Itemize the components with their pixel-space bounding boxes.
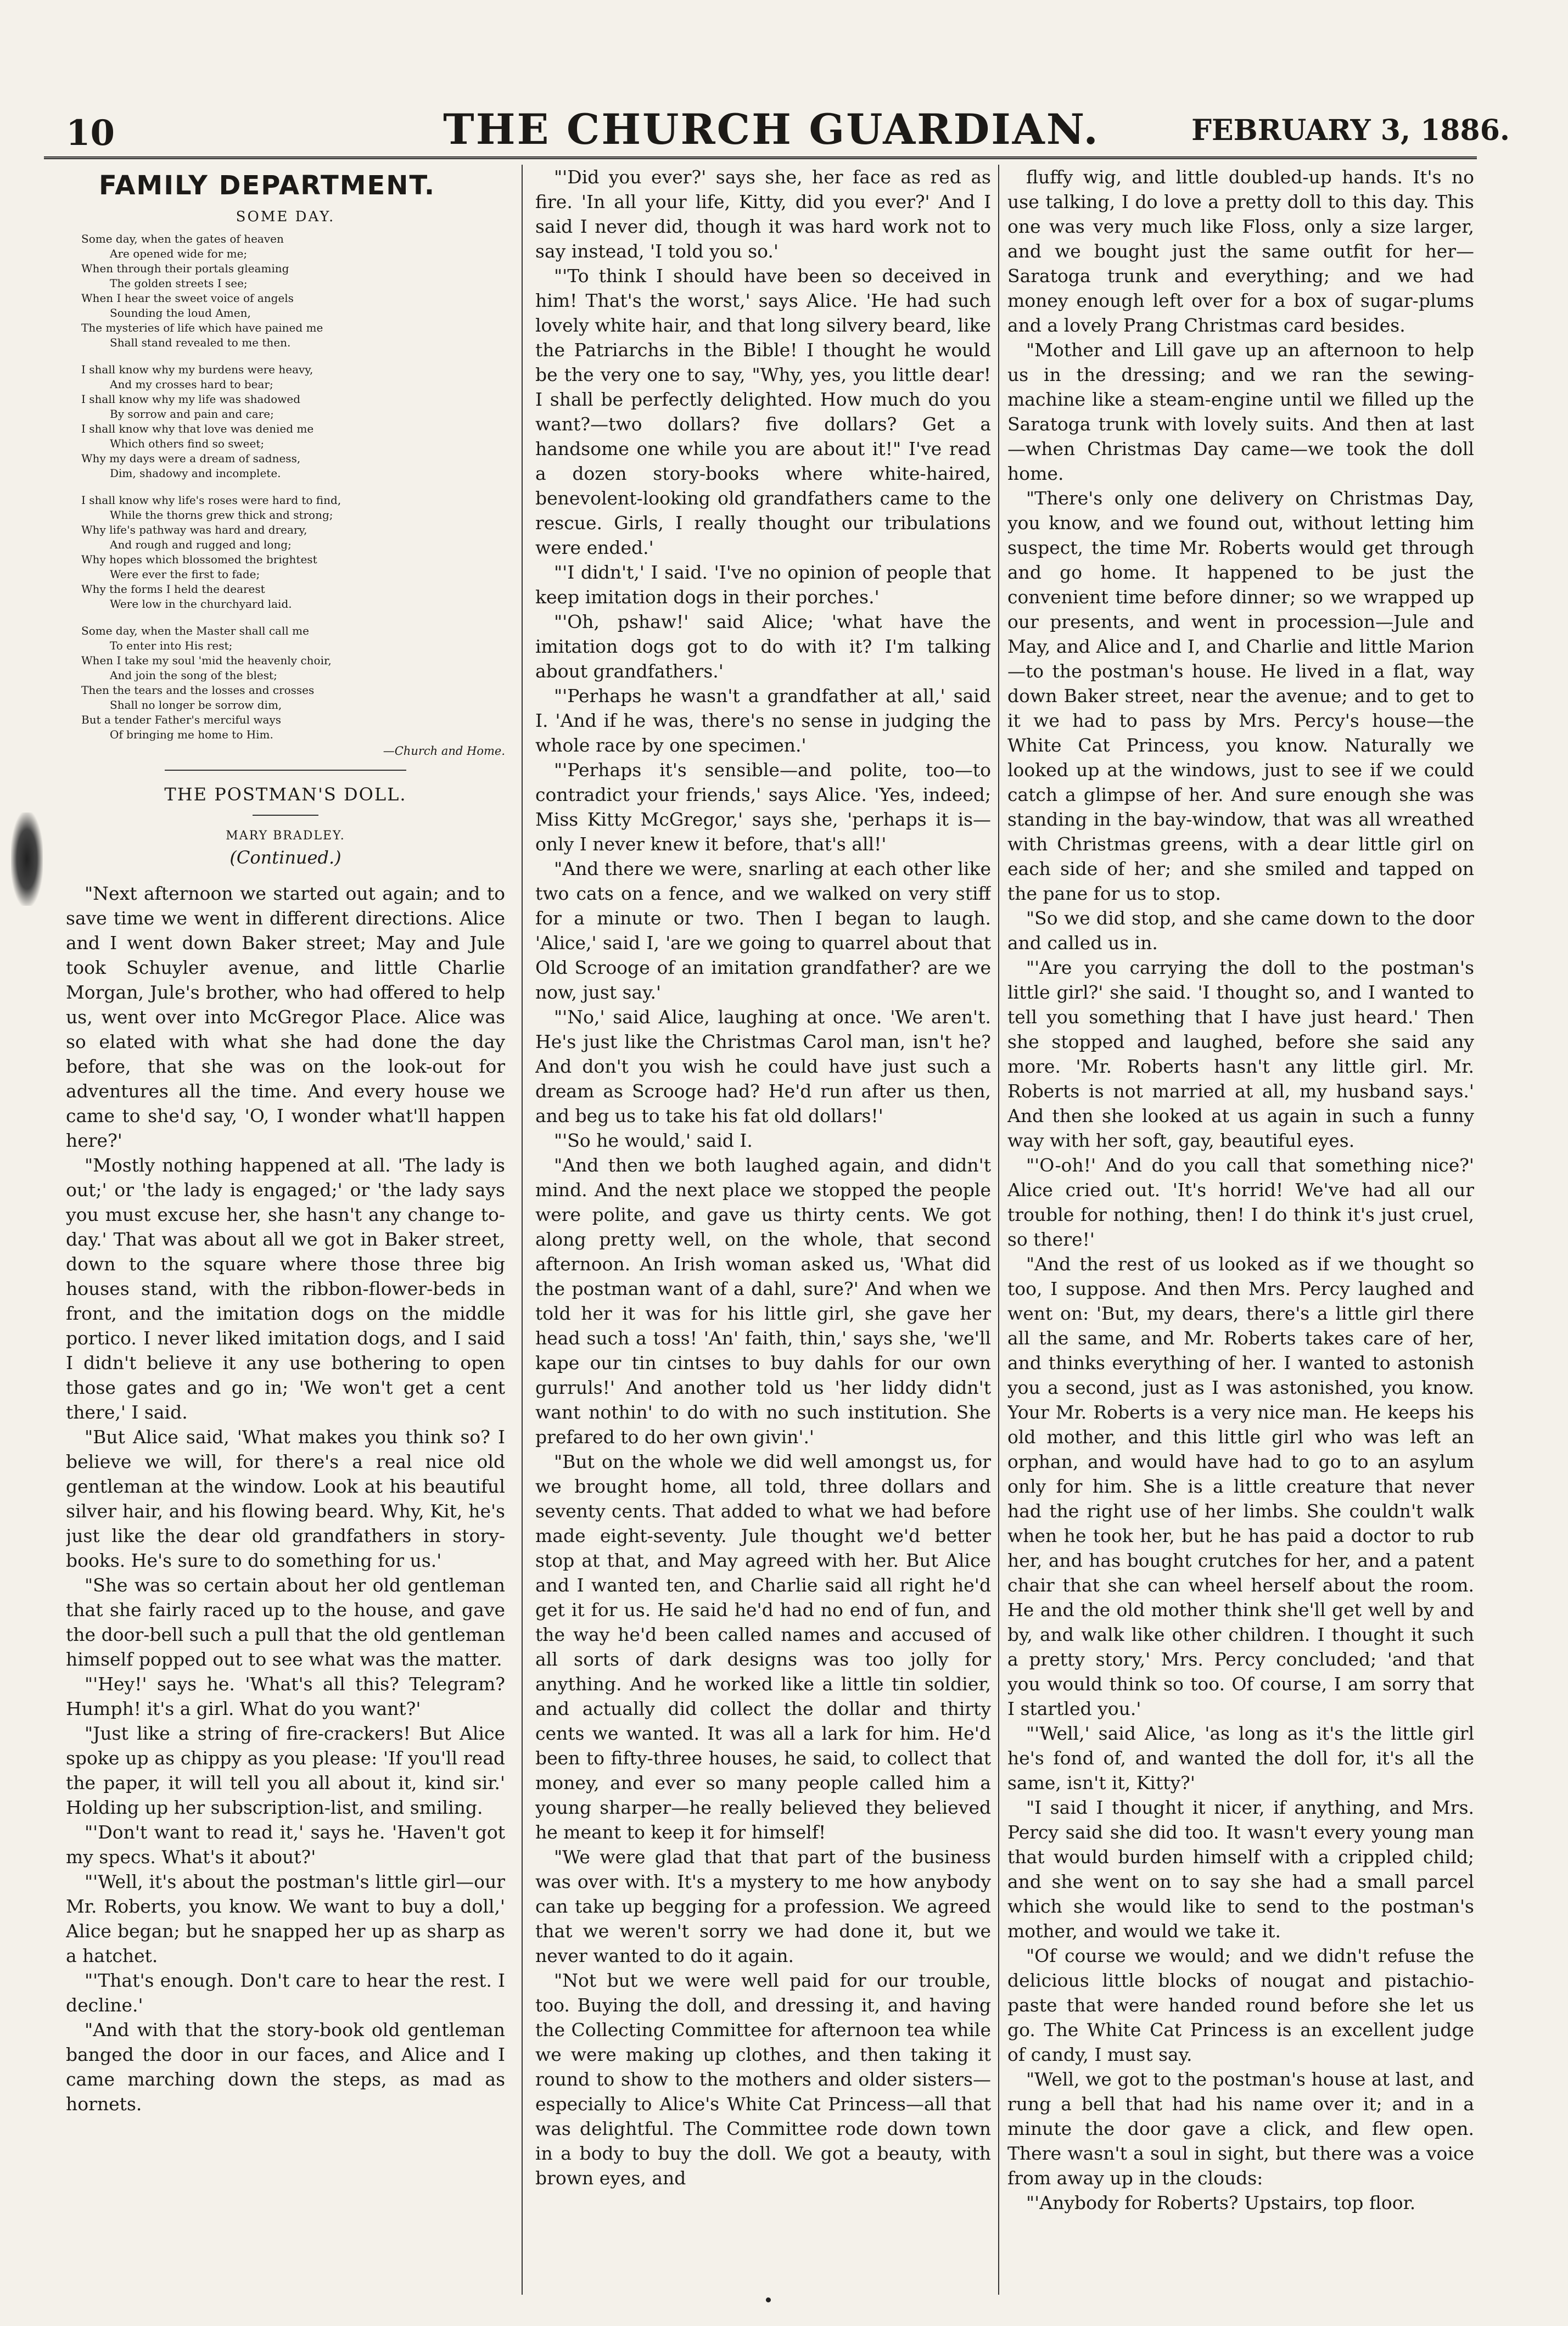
story-author: MARY BRADLEY. [226,829,345,843]
section-separator [165,770,406,771]
paragraph: "So we did stop, and she came down to the door and called us in. [1007,907,1474,954]
paragraph: "'I didn't,' I said. 'I've no opinion of people that keep imitation dogs in their porches.' [535,562,991,608]
poem-line: Why life's pathway was hard and dreary, [81,523,307,536]
paragraph: "I said I thought it nicer, if anything, and Mrs. Percy said she did too. It wasn't every young man that would burden himself with a crippled child; and she went on to say she had a small parcel which she would like to send to the postman's mother, and would we take it. [1007,1797,1474,1942]
paragraph: "Of course we would; and we didn't refuse the delicious little blocks of nougat and pistachio-paste that were handed round before she let us go. The White Cat Princess is an excellent judge of candy, I must say. [1007,1945,1474,2065]
paragraph: "There's only one delivery on Christmas Day, you know, and we found out, without letting him suspect, the time Mr. Roberts would get through and go home. It happened to be just the convenient time before dinner; so we wrapped up our presents, and went in procession—Jule and May, and Alice and I, and Charlie and little Marion—to the postman's house. He lived in a flat, way down Baker street, near the avenue; and to get to it we had to pass by Mrs. Percy's house—the White Cat Princess, you know. Naturally we looked up at the windows, just to see if we could catch a glimpse of her. And sure enough she was standing in the bay-window, that was all wreathed with Christmas greens, with a dear little girl on each side of her; and she smiled and tapped on the pane for us to stop. [1007,487,1474,904]
poem-line: I shall know why my life was shadowed [81,393,300,406]
story-title: THE POSTMAN'S DOLL. [164,784,407,805]
ink-smudge [11,812,43,906]
paragraph: "Next afternoon we started out again; and to save time we went in different directions. Alice and I went down Baker street; May and Jule took Schuyler avenue, and little Charlie Morgan, Jule's brother, who had offered to help us, went over into McGregor Place. Alice was so elated with what she had done the day before, that she was on the look-out for adventures all the time. And every house we came to she'd say, 'O, I wonder what'll happen here?' [66,883,505,1151]
story-text [66,881,505,2116]
poem-line: And join the song of the blest; [110,669,277,682]
poem-line: Dim, shadowy and incomplete. [110,467,281,480]
section-heading: FAMILY DEPARTMENT. [99,170,436,201]
column-1 [66,165,505,2306]
poem-line: Of bringing me home to Him. [110,728,273,741]
paragraph: "'Hey!' says he. 'What's all this? Telegram? Humph! it's a girl. What do you want?' [66,1673,505,1719]
poem-line: Were ever the first to fade; [110,568,260,581]
story-text [535,165,991,2190]
poem-line: Were low in the churchyard laid. [110,597,292,610]
poem-line: To enter into His rest; [110,639,233,652]
paragraph: "'To think I should have been so deceived in him! That's the worst,' says Alice. 'He had such lovely white hair, and that long silvery beard, like the Patriarchs in the Bible! I thought he would be the very one to say, "Why, yes, you little dear! I shall be perfectly delighted. How much do you want?—two dollars? five dollars? Get a handsome one while you are about it!" I've read a dozen story-books where white-haired, benevolent-looking old grandfathers came to the rescue. Girls, I really thought our tribulations were ended.' [535,265,991,558]
story-text [1007,165,1474,2215]
paragraph: "We were glad that that part of the business was over with. It's a mystery to me how anybody can take up begging for a profession. We agreed that we weren't sorry we had done it, but we never wanted to do it again. [535,1846,991,1966]
poem-line: Shall no longer be sorrow dim, [110,698,282,711]
poem-credit: —Church and Home. [383,744,505,758]
paragraph: "And there we were, snarling at each other like two cats on a fence, and we walked on very stiff for a minute or two. Then I began to laugh. 'Alice,' said I, 'are we going to quarrel about that Old Scrooge of an imitation grandfather? are we now, just say.' [535,858,991,1003]
paragraph: "'Perhaps he wasn't a grandfather at all,' said I. 'And if he was, there's no sense in judging the whole race by one specimen.' [535,685,991,756]
poem-line: And my crosses hard to bear; [110,378,273,391]
page-number: 10 [66,113,115,154]
column-2 [535,165,991,2306]
poem-line: I shall know why that love was denied me [81,422,314,435]
poem-line: Are opened wide for me; [110,247,248,260]
poem-line: The golden streets I see; [110,277,248,290]
paragraph: "Just like a string of fire-crackers! But Alice spoke up as chippy as you please: 'If you'll read the paper, it will tell you all about it, kind sir.' Holding up her subscription-list, and smiling. [66,1723,505,1818]
paragraph: "'So he would,' said I. [554,1130,753,1151]
paragraph: "But Alice said, 'What makes you think so? I believe we will, for there's a real nice old gentleman at the window. Look at his beautiful silver hair, and his flowing beard. Why, Kit, he's just like the dear old grandfathers in story-books. He's sure to do something for us.' [66,1426,505,1571]
poem-line: While the thorns grew thick and strong; [110,508,333,522]
poem-line: I shall know why life's roses were hard to find, [81,494,341,507]
paragraph: fluffy wig, and little doubled-up hands. It's no use talking, I do love a pretty doll to this day. This one was very much like Floss, only a size larger, and we bought just the same outfit for her—Saratoga trunk and everything; and we had money enough left over for a box of sugar-plums and a lovely Prang Christmas card besides. [1007,166,1474,336]
title-separator [253,815,318,816]
paragraph: "'Anybody for Roberts? Upstairs, top floor. [1026,2192,1416,2213]
paragraph: "'No,' said Alice, laughing at once. 'We aren't. He's just like the Christmas Carol man, isn't he? And don't you wish he could have just such a dream as Scrooge had? He'd run after us then, and beg us to take his fat old dollars!' [535,1006,991,1126]
poem-line: But a tender Father's merciful ways [81,713,282,726]
paragraph: "'Oh, pshaw!' said Alice; 'what have the imitation dogs got to do with it? I'm talking about grandfathers.' [535,611,991,682]
paragraph: "And the rest of us looked as if we thought so too, I suppose. And then Mrs. Percy laughed and went on: 'But, my dears, there's a little girl there all the same, and Mr. Roberts takes care of her, and thinks everything of her. I wanted to astonish you a second, just as I was astonished, you know. Your Mr. Roberts is a very nice man. He keeps his old mother, and this little girl who was left an orphan, and would have had to go to an asylum only for him. She is a little creature that never had the right use of her limbs. She couldn't walk when he took her, but he has paid a doctor to rub her, and has bought crutches for her, and a patent chair that she can wheel herself about the room. He and the old mother think she'll get well by and by, and walk like other children. I thought it such a pretty story,' Mrs. Percy concluded; 'and that you would think so too. Of course, I am sorry that I startled you.' [1007,1253,1474,1719]
paragraph: "'O-oh!' And do you call that something nice?' Alice cried out. 'It's horrid! We've had all our trouble for nothing, then! I do think it's just cruel, so there!' [1007,1154,1474,1250]
poem-line: When I hear the sweet voice of angels [81,292,294,305]
paragraph: "Not but we were well paid for our trouble, too. Buying the doll, and dressing it, and having the Collecting Committee for afternoon tea while we were making up clothes, and then taking it round to show to the mothers and older sisters—especially to Alice's White Cat Princess—all that was delightful. The Committee rode down town in a body to buy the doll. We got a beauty, with brown eyes, and [535,1970,991,2189]
poem-line: Why the forms I held the dearest [81,582,265,596]
paragraph: "'Well,' said Alice, 'as long as it's the little girl he's fond of, and wanted the doll for, it's all the same, isn't it, Kitty?' [1007,1723,1474,1793]
poem [66,232,505,742]
poem-line: Which others find so sweet; [110,437,265,450]
paragraph: "'Don't want to read it,' says he. 'Haven't got my specs. What's it about?' [66,1821,505,1868]
masthead: THE CHURCH GUARDIAN. [443,105,1100,154]
poem-line: By sorrow and pain and care; [110,407,274,421]
poem-line: The mysteries of life which have pained me [81,321,323,334]
poem-line: Some day, when the gates of heaven [81,232,284,245]
paragraph: "Mother and Lill gave up an afternoon to help us in the dressing; and we ran the sewing-machine like a steam-engine until we filled up the Saratoga trunk with lovely suits. And then at last—when Christmas Day came—we took the doll home. [1007,339,1474,484]
paragraph: "And with that the story-book old gentleman banged the door in our faces, and Alice and I came marching down the steps, as mad as hornets. [66,2019,505,2115]
poem-title: SOME DAY. [236,209,335,225]
poem-line: Then the tears and the losses and crosses [81,683,315,697]
column-divider [998,165,999,2295]
stanza-gap [66,350,505,362]
poem-line: When I take my soul 'mid the heavenly choir, [81,654,332,667]
stanza-gap [66,481,505,493]
paragraph: "But on the whole we did well amongst us, for we brought home, all told, three dollars and seventy cents. That added to what we had before made eight-seventy. Jule thought we'd better stop at that, and May agreed with her. But Alice and I wanted ten, and Charlie said all right he'd get it for us. He said he'd had no end of fun, and the way he'd been called names and accused of all sorts of dark designs was too jolly for anything. And he worked like a little tin soldier, and actually did collect the dollar and thirty cents we wanted. It was all a lark for him. He'd been to fifty-three houses, he said, to collect that money, and ever so many people called him a young sharper—he really believed they believed he meant to keep it for himself! [535,1451,991,1843]
poem-line: Why hopes which blossomed the brightest [81,553,317,566]
paragraph: "'Did you ever?' says she, her face as red as fire. 'In all your life, Kitty, did you ever?' And I said I never did, though it was hard work not to say instead, 'I told you so.' [535,166,991,262]
stanza-gap [66,612,505,624]
paragraph: "'Well, it's about the postman's little girl—our Mr. Roberts, you know. We want to buy a doll,' Alice began; but he snapped her up as sharp as a hatchet. [66,1871,505,1966]
poem-line: And rough and rugged and long; [110,538,292,551]
column-3 [1007,165,1474,2306]
paragraph: "'That's enough. Don't care to hear the rest. I decline.' [66,1970,505,2016]
paragraph: "Mostly nothing happened at all. 'The lady is out;' or 'the lady is engaged;' or 'the lady says you must excuse her, she hasn't any change to-day.' That was about all we got in Baker street, down to the square where those three big houses stand, with the ribbon-flower-beds in front, and the imitation dogs on the middle portico. I never liked imitation dogs, and I said I didn't believe it any use bothering to open those gates and go in; 'We won't get a cent there,' I said. [66,1154,505,1423]
page-header [33,102,1510,154]
header-rule [44,156,1477,159]
issue-date: FEBRUARY 3, 1886. [1191,114,1510,147]
paragraph: "She was so certain about her old gentleman that she fairly raced up to the house, and gave the door-bell such a pull that the old gentleman himself popped out to see what was the matter. [66,1574,505,1670]
poem-line: Some day, when the Master shall call me [81,624,309,637]
paragraph: "And then we both laughed again, and didn't mind. And the next place we stopped the people were polite, and gave us thirty cents. We got along pretty well, on the whole, that second afternoon. An Irish woman asked us, 'What did the postman want of a dahl, sure?' And when we told her it was for his little girl, she gave her head such a toss! 'An' faith, thin,' says she, 'we'll kape our tin cintses to buy dahls for our own gurruls!' And another told us 'her liddy didn't want nothin' to do with no such institution. She prefared to do her own givin'.' [535,1154,991,1448]
poem-line: I shall know why my burdens were heavy, [81,363,313,376]
continued-note: (Continued.) [229,847,341,868]
poem-line: When through their portals gleaming [81,262,289,275]
paragraph: "'Are you carrying the doll to the postman's little girl?' she said. 'I thought so, and I wanted to tell you something that I have just heard.' Then she stopped and laughed, before she said any more. 'Mr. Roberts hasn't any little girl. Mr. Roberts is not married at all, my husband says.' And then she looked at us again in such a funny way with her soft, gay, beautiful eyes. [1007,957,1474,1151]
paragraph: "Well, we got to the postman's house at last, and rung a bell that had his name over it; and in a minute the door gave a click, and flew open. There wasn't a soul in sight, but there was a voice from away up in the clouds: [1007,2069,1474,2189]
paragraph: "'Perhaps it's sensible—and polite, too—to contradict your friends,' says Alice. 'Yes, indeed; Miss Kitty McGregor,' says she, 'perhaps it is—only I never knew it before, that's all!' [535,759,991,855]
poem-line: Shall stand revealed to me then. [110,336,291,349]
poem-line: Sounding the loud Amen, [110,306,251,320]
column-divider [522,165,523,2295]
poem-line: Why my days were a dream of sadness, [81,452,301,465]
